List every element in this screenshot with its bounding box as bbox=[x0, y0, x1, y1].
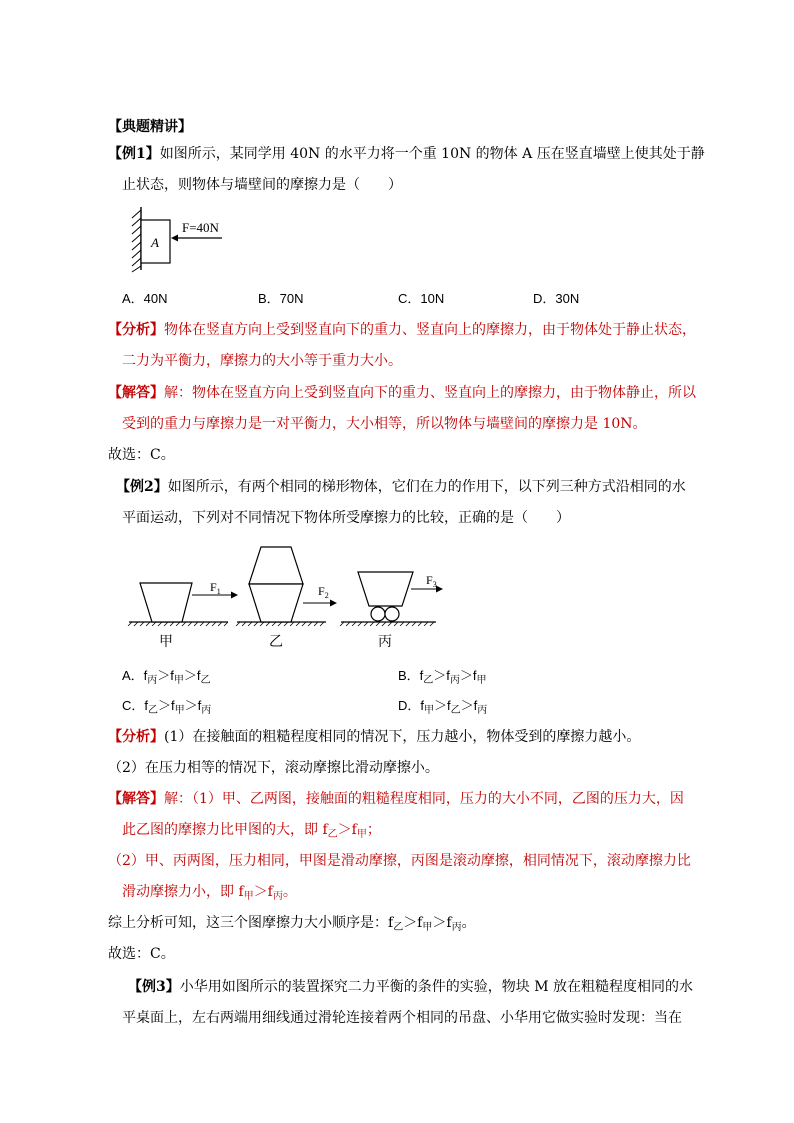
ex2-option-c: C．$f_乙>f_甲>f_丙$ bbox=[122, 698, 212, 716]
ex2-choice: 故选：C。 bbox=[108, 946, 175, 962]
label-jia: 甲 bbox=[159, 635, 173, 650]
ex2-option-d: D．$f_甲>f_乙>f_丙$ bbox=[398, 698, 488, 716]
trapezoid-bing bbox=[358, 572, 413, 606]
ex2-analysis-line1 bbox=[108, 727, 640, 747]
ex1-analysis-text1: 物体在竖直方向上受到竖直向下的重力、竖直向上的摩擦力，由于物体处于静止状态， bbox=[164, 322, 696, 338]
ex2-question-line2: 平面运动，下列对不同情况下物体所受摩擦力的比较，正确的是（ ） bbox=[122, 510, 570, 526]
ex1-q1-text: 如图所示，某同学用 40N 的水平力将一个重 10N 的物体 A 压在竖直墙壁上使其处于静 bbox=[159, 146, 705, 162]
ex1-wall-figure bbox=[118, 204, 238, 274]
ex1-option-b: B．70N bbox=[258, 291, 304, 306]
ex1-question-line2: 止状态，则物体与墙壁间的摩擦力是（ ） bbox=[122, 177, 402, 193]
trapezoid-jia bbox=[140, 583, 192, 622]
ex1-answer-line1 bbox=[108, 383, 696, 403]
ex2-analysis-line2: （2）在压力相等的情况下，滚动摩擦比滑动摩擦小。 bbox=[108, 760, 439, 776]
ex2-analysis-text1: (1）在接触面的粗糙程度相同的情况下，压力越小，物体受到的摩擦力越小。 bbox=[164, 729, 641, 745]
ex2-answer-line2: 此乙图的摩擦力比甲图的大，即 $f_乙>f_甲$； bbox=[122, 822, 381, 840]
ex1-analysis-tag: 【分析】 bbox=[108, 322, 164, 338]
roller-left bbox=[371, 607, 385, 621]
ex1-option-c: C．10N bbox=[398, 291, 445, 306]
ex1-option-d: D．30N bbox=[533, 291, 580, 306]
ex1-question-line1 bbox=[108, 144, 705, 164]
force-f3: $F_3$ bbox=[426, 573, 437, 589]
ex2-option-a: A．$f_丙>f_甲>f_乙$ bbox=[122, 668, 211, 686]
ex2-answer-line3: （2）甲、丙两图，压力相同，甲图是滑动摩擦，丙图是滚动摩擦，相同情况下，滚动摩擦力比 bbox=[108, 853, 691, 869]
ex1-option-a: A．40N bbox=[122, 291, 168, 306]
roller-right bbox=[385, 607, 399, 621]
ex1-answer-line2: 受到的重力与摩擦力是一对平衡力，大小相等，所以物体与墙壁间的摩擦力是 10N。 bbox=[122, 416, 647, 432]
ex2-tag: 【例2】 bbox=[116, 479, 168, 495]
ex1-tag: 【例1】 bbox=[108, 146, 160, 162]
ex2-answer-tag: 【解答】 bbox=[108, 791, 164, 807]
ex1-choice: 故选：C。 bbox=[108, 447, 175, 463]
ex3-tag: 【例3】 bbox=[128, 979, 180, 995]
ex2-summary: 综上分析可知，这三个图摩擦力大小顺序是：$f_乙>f_甲>f_丙$。 bbox=[108, 915, 476, 933]
ex1-answer-tag: 【解答】 bbox=[108, 385, 164, 401]
trapezoid-yi-top bbox=[249, 547, 303, 584]
ex2-answer-text1: 解：（1）甲、乙两图，接触面的粗糙程度相同，压力的大小不同，乙图的压力大，因 bbox=[164, 791, 684, 807]
ex2-question-line1 bbox=[116, 477, 686, 497]
label-yi: 乙 bbox=[269, 635, 283, 650]
label-bing: 丙 bbox=[378, 635, 392, 650]
ex2-option-b: B．$f_乙>f_丙>f_甲$ bbox=[398, 668, 487, 686]
ex2-answer-line1 bbox=[108, 789, 684, 809]
ex3-question-line2: 平桌面上，左右两端用细线通过滑轮连接着两个相同的吊盘、小华用它做实验时发现：当在 bbox=[122, 1010, 682, 1026]
ex1-analysis-line2: 二力为平衡力，摩擦力的大小等于重力大小。 bbox=[122, 353, 402, 369]
trapezoid-yi-bottom bbox=[249, 584, 303, 622]
ex2-analysis-tag: 【分析】 bbox=[108, 729, 164, 745]
ex2-answer-line4: 滑动摩擦力小，即 $f_甲>f_丙$。 bbox=[122, 884, 297, 902]
ex1-analysis-line1 bbox=[108, 320, 696, 340]
ex3-q1-text: 小华用如图所示的装置探究二力平衡的条件的实验，物块 M 放在粗糙程度相同的水 bbox=[179, 979, 693, 995]
block-label: A bbox=[151, 235, 159, 250]
ex2-trapezoid-figure bbox=[126, 540, 446, 652]
ex3-question-line1 bbox=[128, 977, 693, 997]
ex1-answer-text1: 解：物体在竖直方向上受到竖直向下的重力、竖直向上的摩擦力，由于物体静止，所以 bbox=[164, 385, 696, 401]
force-label: F=40N bbox=[182, 220, 219, 235]
force-f2: $F_2$ bbox=[318, 584, 329, 600]
force-f1: $F_1$ bbox=[210, 580, 221, 596]
section-heading: 【典题精讲】 bbox=[108, 119, 192, 135]
ex2-q1-text: 如图所示，有两个相同的梯形物体，它们在力的作用下，以下列三种方式沿相同的水 bbox=[167, 479, 686, 495]
